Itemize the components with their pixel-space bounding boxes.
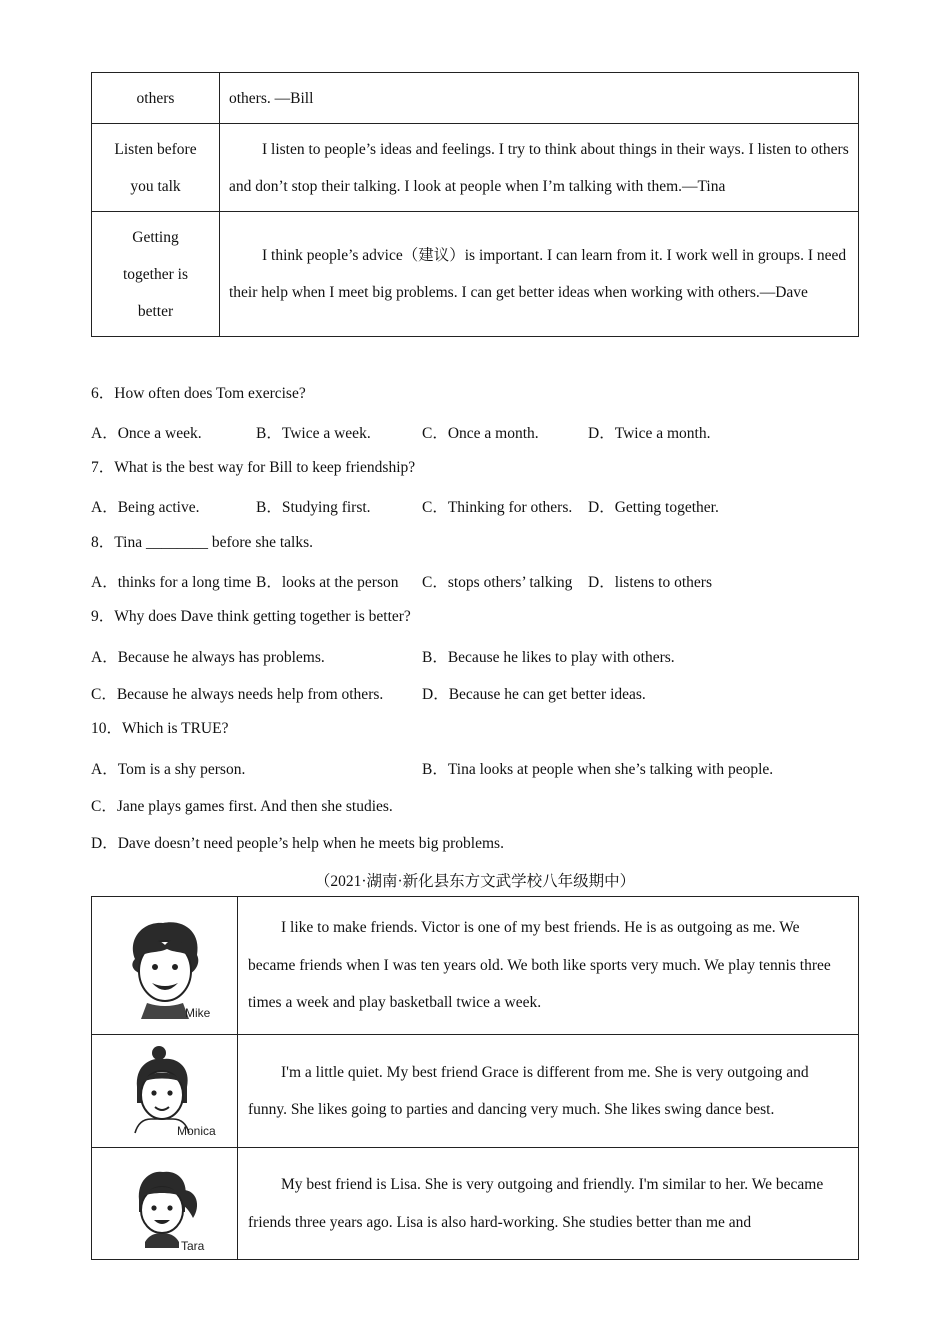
portrait-cell	[92, 1035, 238, 1148]
option-b: B．Studying first.	[256, 499, 371, 516]
svg-text:Tara: Tara	[180, 1238, 204, 1252]
reading-table-2	[91, 896, 859, 1260]
option-a: A．Tom is a shy person.	[91, 761, 246, 778]
option-b: B．looks at the person	[256, 574, 399, 591]
option-a: A．Once a week.	[91, 425, 202, 442]
question-6: 6．How often does Tom exercise?	[91, 385, 306, 402]
option-a: A．Because he always has problems.	[91, 649, 325, 666]
row-text: My best friend is Lisa. She is very outgoing and friendly. I'm similar to her. We became friends three years ago. Lisa is also hard-working. She studies better than me and	[238, 1148, 859, 1260]
row-text: I'm a little quiet. My best friend Grace is different from me. She is very outgoing and funny. She likes going to parties and dancing very much. She likes swing dance best.	[238, 1035, 859, 1148]
svg-text:Mike: Mike	[184, 1005, 210, 1020]
reading-table-1	[91, 72, 859, 337]
option-a: A．thinks for a long time	[91, 574, 252, 591]
row-text: others. —Bill	[220, 73, 859, 124]
option-b: B．Tina looks at people when she’s talking with people.	[422, 761, 774, 778]
boy-portrait-icon	[105, 911, 225, 1021]
option-d: D．Twice a month.	[588, 425, 711, 442]
option-c: C．Once a month.	[422, 425, 539, 442]
option-b: B．Twice a week.	[256, 425, 371, 442]
option-d: D．Getting together.	[588, 499, 719, 516]
option-d: D．listens to others	[588, 574, 712, 591]
question-8: 8．Tina ________ before she talks.	[91, 534, 314, 551]
row-text: I think people’s advice（建议）is important. I can learn from it. I work well in groups. I need their help when I meet big problems. I can get better ideas when working with others.—Dave	[220, 212, 859, 337]
option-a: A．Being active.	[91, 499, 200, 516]
option-c: C．Jane plays games first. And then she studies.	[91, 798, 393, 815]
source-note: （2021·湖南·新化县东方文武学校八年级期中）	[314, 873, 636, 890]
row-text: I listen to people’s ideas and feelings. I try to think about things in their ways. I listen to others and don’t stop their talking. I look at people when I’m talking with them.—Tina	[220, 124, 859, 212]
option-c: C．stops others’ talking	[422, 574, 573, 591]
option-c: C．Because he always needs help from others.	[91, 686, 384, 703]
question-10: 10．Which is TRUE?	[91, 720, 229, 737]
row-topic: Listen before you talk	[92, 124, 220, 212]
row-topic: others	[92, 73, 220, 124]
question-7: 7．What is the best way for Bill to keep friendship?	[91, 459, 416, 476]
row-text: I like to make friends. Victor is one of my best friends. He is as outgoing as me. We became friends when I was ten years old. We both like sports very much. We play tennis three times a week and play basketball twice a week.	[238, 897, 859, 1035]
option-c: C．Thinking for others.	[422, 499, 573, 516]
table-row	[92, 124, 859, 212]
portrait-cell	[92, 897, 238, 1035]
option-b: B．Because he likes to play with others.	[422, 649, 675, 666]
table-row	[92, 897, 859, 1035]
option-d: D．Dave doesn’t need people’s help when he meets big problems.	[91, 835, 504, 852]
table-row	[92, 1035, 859, 1148]
option-d: D．Because he can get better ideas.	[422, 686, 646, 703]
table-row	[92, 212, 859, 337]
row-topic: Getting together is better	[92, 212, 220, 337]
girl-ponytail-portrait-icon	[105, 1156, 225, 1252]
table-row	[92, 1148, 859, 1260]
question-9: 9．Why does Dave think getting together is better?	[91, 608, 411, 625]
girl-portrait-icon	[105, 1043, 225, 1139]
table-row	[92, 73, 859, 124]
portrait-cell	[92, 1148, 238, 1260]
svg-text:Monica: Monica	[176, 1124, 216, 1138]
